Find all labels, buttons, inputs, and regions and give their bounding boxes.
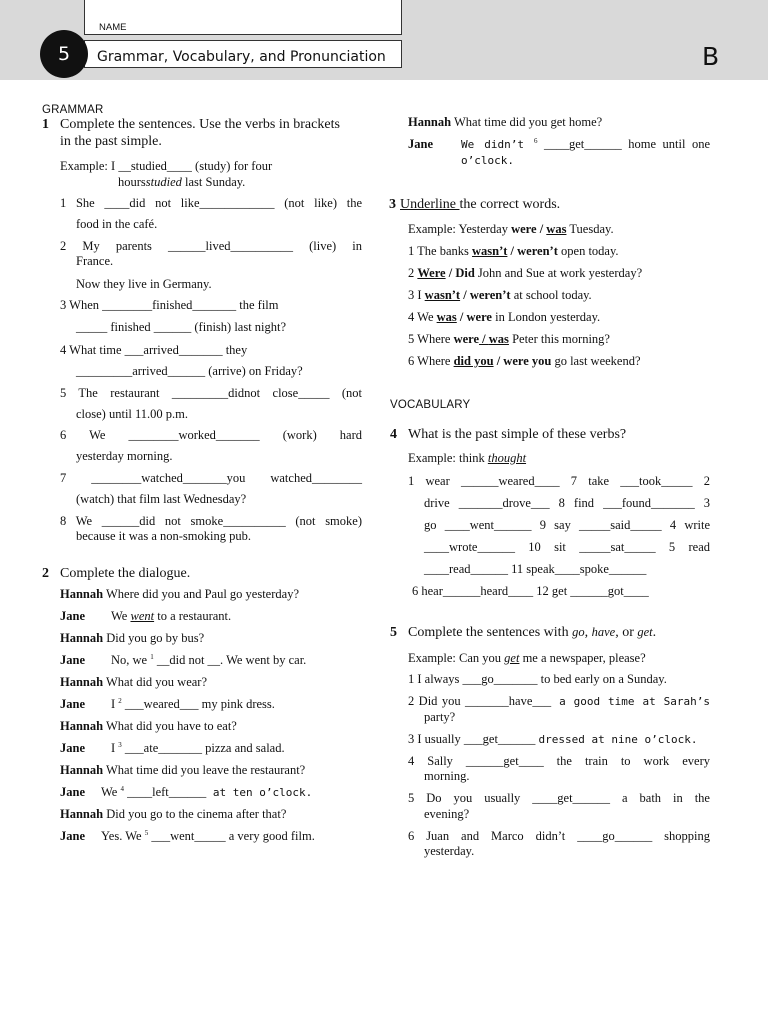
dialogue-line: Hannah What did you have to eat? — [60, 719, 237, 733]
dialogue-line: Jane We $^4$ ____left______ at ten o’clock. — [60, 784, 313, 799]
ex5-item-1: 1 I always ___go_______ to bed early on a Sunday. — [408, 672, 667, 686]
dialogue-line: Hannah Did you go by bus? — [60, 631, 205, 645]
ex1-item-2-cont: France. — [76, 254, 114, 268]
exercise-2-number: 2 — [42, 566, 49, 581]
ex1-item-8: 8 We ______did not smoke__________ (not smoke) — [60, 514, 362, 528]
ex1-item-7: 7 ________watched_______you watched________ — [60, 471, 362, 485]
dialogue-line: Hannah Did you go to the cinema after that? — [60, 807, 287, 821]
ex1-item-5: 5 The restaurant _________didnot close_____ (not — [60, 386, 362, 400]
ex5-item-2: 2 Did you _______have___ a good time at Sarah’s — [408, 694, 710, 708]
ex5-item-5: 5 Do you usually ____get______ a bath in the — [408, 791, 710, 805]
name-field[interactable] — [84, 0, 402, 35]
dialogue-line: Hannah Where did you and Paul go yesterday? — [60, 587, 299, 601]
dialogue-speaker: Jane — [408, 137, 433, 151]
ex5-item-5-cont: evening? — [424, 807, 470, 821]
dialogue-line: We didn’t $^6$ ____get______ home until one — [461, 136, 710, 151]
ex1-item-4: 4 What time ___arrived_______ they — [60, 343, 248, 357]
ex1-item-3: 3 When ________finished_______ the film — [60, 298, 279, 312]
ex4-line: ____wrote______ 10 sit _____sat_____ 5 read — [424, 540, 710, 554]
name-label: NAME — [99, 22, 127, 33]
exercise-3-example: Example: Yesterday were / was Tuesday. — [408, 222, 614, 236]
ex3-item-3: 3 I wasn’t / weren’t at school today. — [408, 288, 592, 302]
exercise-5-number: 5 — [390, 625, 397, 640]
ex1-item-4-cont: _________arrived______ (arrive) on Friday? — [76, 364, 303, 378]
ex4-line: ____read______ 11 speak____spoke______ — [424, 562, 647, 576]
ex1-item-1: 1 She ____did not like____________ (not like) the — [60, 196, 362, 210]
ex1-item-2-note: Now they live in Germany. — [76, 277, 212, 291]
exercise-5-example: Example: Can you get me a newspaper, please? — [408, 651, 646, 665]
ex5-item-2-cont: party? — [424, 710, 456, 724]
dialogue-line-cont: o’clock. — [461, 154, 514, 167]
ex3-item-6: 6 Where did you / were you go last weekend? — [408, 354, 641, 368]
title-box — [84, 40, 402, 68]
ex1-item-8-cont: because it was a non-smoking pub. — [76, 529, 251, 543]
unit-number-badge: 5 — [40, 30, 88, 78]
dialogue-line: Jane Yes. We $^5$ ___went_____ a very good film. — [60, 828, 315, 843]
ex5-item-3: 3 I usually ___get______ dressed at nine o’clock. — [408, 732, 698, 746]
ex1-item-6-cont: yesterday morning. — [76, 449, 173, 463]
exercise-3-instruction: Underline the correct words. — [400, 197, 561, 212]
ex1-item-1-cont: food in the café. — [76, 217, 158, 231]
exercise-3-number: 3 — [389, 197, 396, 212]
ex1-item-7-cont: (watch) that film last Wednesday? — [76, 492, 247, 506]
dialogue-line: Hannah What time did you leave the restaurant? — [60, 763, 306, 777]
ex5-item-6: 6 Juan and Marco didn’t ____go______ shopping — [408, 829, 710, 843]
vocabulary-section-label: VOCABULARY — [390, 399, 471, 411]
exercise-1-number: 1 — [42, 117, 49, 132]
ex3-item-2: 2 Were / Did John and Sue at work yesterday? — [408, 266, 643, 280]
exercise-5-instruction: Complete the sentences with go, have, or get. — [408, 625, 657, 640]
dialogue-line: Hannah What did you wear? — [60, 675, 208, 689]
ex4-line: drive _______drove___ 8 find ___found_______ 3 — [424, 496, 710, 510]
ex5-item-6-cont: yesterday. — [424, 844, 475, 858]
version-letter: B — [702, 42, 720, 71]
dialogue-line: Jane I $^3$ ___ate_______ pizza and salad. — [60, 740, 285, 755]
ex5-item-4: 4 Sally ______get____ the train to work every — [408, 754, 710, 768]
dialogue-line: Jane I $^2$ ___weared___ my pink dress. — [60, 696, 275, 711]
ex1-item-3-cont: _____ finished ______ (finish) last night? — [76, 320, 287, 334]
exercise-1-instruction-cont: in the past simple. — [60, 134, 162, 149]
dialogue-line: Jane No, we $^1$ __did not __. We went by car. — [60, 652, 307, 667]
ex3-item-1: 1 The banks wasn’t / weren’t open today. — [408, 244, 619, 258]
ex1-item-5-cont: close) until 11.00 p.m. — [76, 407, 189, 421]
dialogue-line: Hannah What time did you get home? — [408, 115, 603, 129]
exercise-1-example-cont: hoursstudied last Sunday. — [118, 175, 246, 189]
ex4-line: go ____went______ 9 say _____said_____ 4 write — [424, 518, 710, 532]
page-title: Grammar, Vocabulary, and Pronunciation — [97, 49, 386, 65]
ex4-line: 6 hear______heard____ 12 get ______got____ — [412, 584, 649, 598]
ex3-item-4: 4 We was / were in London yesterday. — [408, 310, 601, 324]
exercise-4-instruction: What is the past simple of these verbs? — [408, 427, 627, 442]
ex4-line: 1 wear ______weared____ 7 take ___took_____ 2 — [408, 474, 710, 488]
dialogue-line: Jane We went to a restaurant. — [60, 609, 232, 623]
exercise-1-example: Example: I __studied____ (study) for four — [60, 159, 273, 173]
ex1-item-6: 6 We ________worked_______ (work) hard — [60, 428, 362, 442]
exercise-4-number: 4 — [390, 427, 397, 442]
grammar-section-label: GRAMMAR — [42, 104, 104, 116]
exercise-4-example: Example: think thought — [408, 451, 527, 465]
ex1-item-2: 2 My parents ______lived__________ (live) in — [60, 239, 362, 253]
exercise-2-instruction: Complete the dialogue. — [60, 566, 191, 581]
exercise-1-instruction: Complete the sentences. Use the verbs in brackets — [60, 117, 340, 132]
ex5-item-4-cont: morning. — [424, 769, 470, 783]
ex3-item-5: 5 Where were / was Peter this morning? — [408, 332, 610, 346]
